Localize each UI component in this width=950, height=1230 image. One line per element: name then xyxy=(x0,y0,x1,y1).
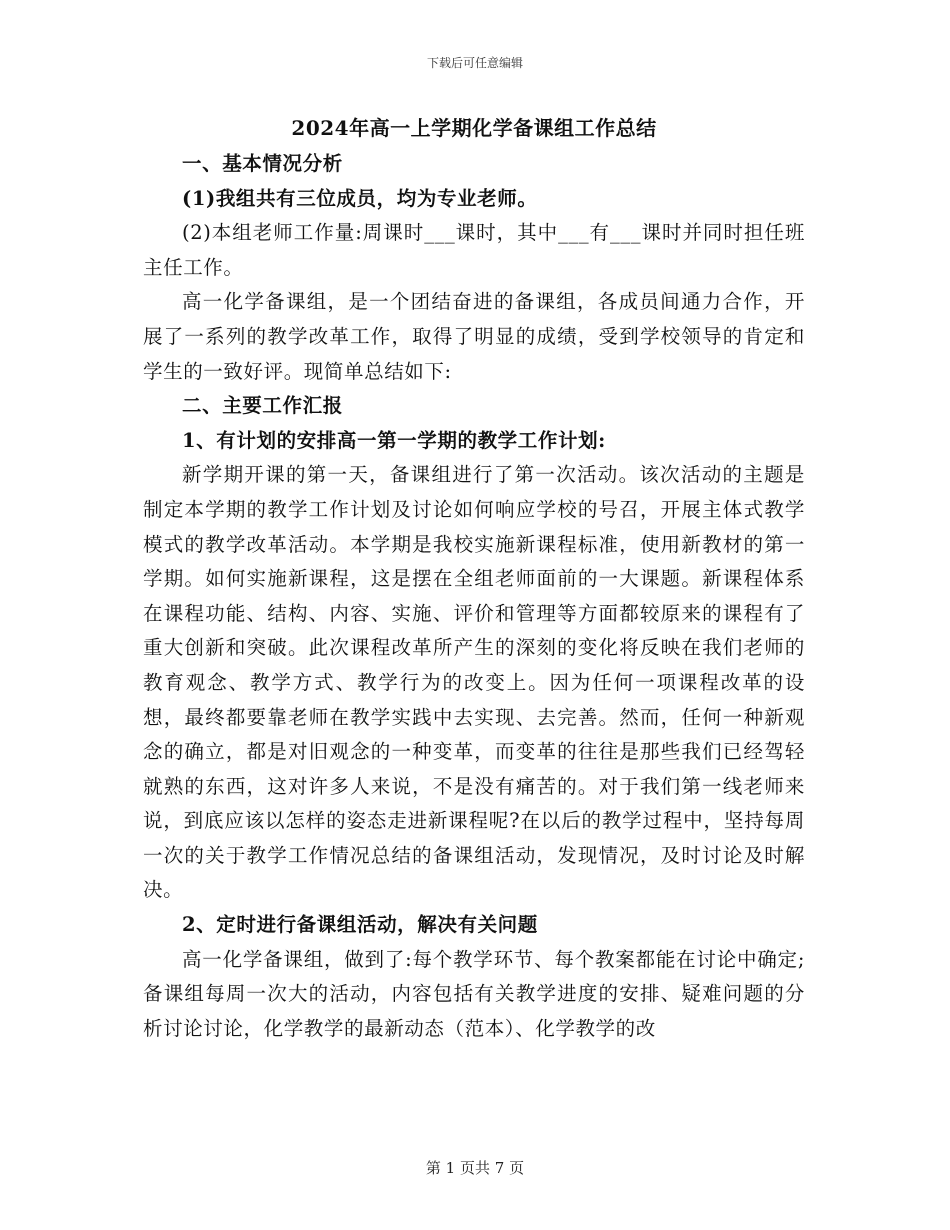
section-heading-main-work: 二、主要工作汇报 xyxy=(182,394,343,418)
header-note: 下载后可任意编辑 xyxy=(426,56,523,70)
page-number: 第 1 页共 7 页 xyxy=(425,1159,525,1177)
section-heading-basic-situation: 一、基本情况分析 xyxy=(182,152,343,175)
document-body xyxy=(143,113,805,1046)
subheading-activities: 2、定时进行备课组活动，解决有关问题 xyxy=(182,913,538,937)
paragraph-activities-body: 高一化学备课组，做到了:每个教学环节、每个教案都能在讨论中确定;备课组每周一次大的活动，内容包括有关教学进度的安排、疑难问题的分析讨论讨论，化学教学的最新动态（范本）、化学教学的改 xyxy=(143,947,805,1040)
paragraph-workload: (2)本组老师工作量:周课时___课时，其中___有___课时并同时担任班主任工作。 xyxy=(143,221,805,279)
paragraph-intro: 高一化学备课组，是一个团结奋进的备课组，各成员间通力合作，开展了一系列的教学改革工作，取得了明显的成绩，受到学校领导的肯定和学生的一致好评。现简单总结如下: xyxy=(143,290,805,383)
subheading-plan: 1、有计划的安排高一第一学期的教学工作计划: xyxy=(182,428,606,452)
paragraph-members: (1)我组共有三位成员，均为专业老师。 xyxy=(182,186,538,210)
document-title: 2024年高一上学期化学备课组工作总结 xyxy=(291,116,657,140)
paragraph-plan-body: 新学期开课的第一天，备课组进行了第一次活动。该次活动的主题是制定本学期的教学工作计划及讨论如何响应学校的号召，开展主体式教学模式的教学改革活动。本学期是我校实施新课程标准，使用新教材的第一学期。如何实施新课程，这是摆在全组老师面前的一大课题。新课程体系在课程功能、结构、内容、实施、评价和管理等方面都较原来的课程有了重大创新和突破。此次课程改革所产生的深刻的变化将反映在我们老师的教育观念、教学方式、教学行为的改变上。因为任何一项课程改革的设想，最终都要靠老师在教学实践中去实现、去完善。然而，任何一种新观念的确立，都是对旧观念的一种变革，而变革的往往是那些我们已经驾轻就熟的东西，这对许多人来说，不是没有痛苦的。对于我们第一线老师来说，到底应该以怎样的姿态走进新课程呢?在以后的教学过程中，坚持每周一次的关于教学工作情况总结的备课组活动，发现情况，及时讨论及时解决。 xyxy=(143,463,805,902)
